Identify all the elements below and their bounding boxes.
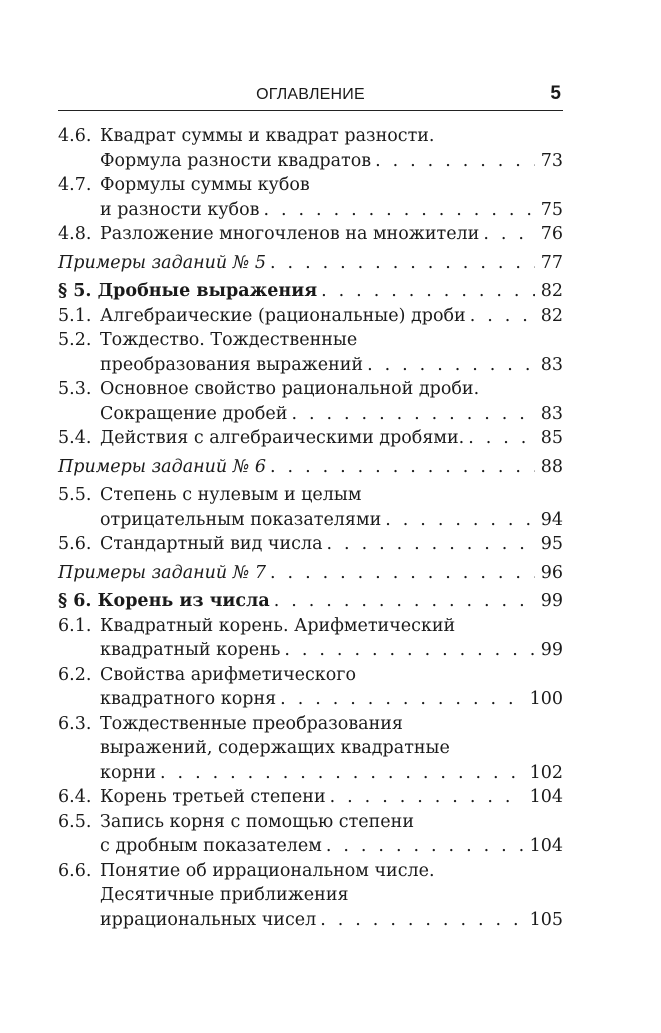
entry-page: 83	[540, 403, 563, 424]
section-title: § 6. Корень из числа	[58, 591, 270, 611]
entry-title-line: Степень с нулевым и целым	[100, 485, 362, 505]
toc-entry-4-8	[58, 222, 563, 247]
header-title: ОГЛАВЛЕНИЕ	[256, 86, 365, 103]
entry-page: 82	[540, 305, 563, 326]
toc-entry-4-7	[58, 173, 563, 222]
entry-page: 88	[540, 456, 563, 477]
dot-leader	[323, 532, 535, 557]
toc-entry-6-1	[58, 614, 563, 663]
entry-title-line: Действия с алгебраическими дробями.	[100, 428, 465, 448]
entry-title-line: Квадратный корень. Арифметический	[100, 615, 456, 636]
entry-title-line: Запись корня с помощью степени	[100, 811, 414, 832]
dot-leader	[363, 353, 535, 378]
entry-number: 5.4.	[58, 428, 92, 448]
section-title: § 5. Дробные выражения	[58, 281, 318, 301]
entry-page: 83	[540, 354, 563, 375]
entry-page: 104	[529, 836, 563, 856]
toc-entry-6-4	[58, 785, 563, 810]
toc-section-5	[58, 279, 563, 304]
entry-number: 5.2.	[58, 330, 92, 350]
entry-page: 85	[540, 428, 563, 448]
toc-entry-5-4	[58, 426, 563, 451]
entry-page: 73	[540, 150, 563, 171]
entry-title-line: Корень третьей степени	[100, 787, 326, 807]
entry-title-line: Формулы суммы кубов	[100, 175, 310, 195]
entry-title-line: Примеры заданий № 6	[58, 456, 267, 477]
entry-number: 6.1.	[58, 615, 92, 636]
entry-page: 99	[540, 640, 563, 660]
dot-leader	[466, 304, 535, 329]
dot-leader	[287, 402, 534, 427]
entry-number: 5.6.	[58, 534, 92, 554]
entry-title-line: Алгебраические (рациональные) дроби	[100, 305, 466, 326]
entry-title-line: Десятичные приближения	[100, 885, 349, 905]
entry-page: 95	[540, 534, 563, 554]
entry-page: 100	[529, 689, 563, 709]
entry-number: 4.7.	[58, 175, 92, 195]
toc-entry-5-5	[58, 483, 563, 532]
dot-leader	[316, 908, 523, 933]
dot-leader	[381, 508, 534, 533]
toc-entry-5-1	[58, 304, 563, 329]
entry-page: 76	[540, 224, 563, 244]
toc-entry-4-6	[58, 124, 563, 173]
table-of-contents	[58, 124, 563, 932]
entry-page: 94	[540, 509, 563, 530]
entry-title-line: и разности кубов	[100, 199, 260, 220]
entry-number: 6.3.	[58, 713, 92, 734]
entry-title-line: Квадрат суммы и квадрат разности.	[100, 126, 435, 146]
entry-title-line: квадратный корень	[100, 640, 281, 660]
dot-leader	[322, 834, 524, 859]
dot-leader	[479, 222, 534, 247]
entry-number: 6.5.	[58, 811, 92, 832]
entry-number: 5.1.	[58, 305, 92, 326]
toc-entry-examples-6	[58, 455, 563, 480]
entry-page: 75	[540, 199, 563, 220]
entry-number: 4.6.	[58, 126, 92, 146]
entry-page: 77	[540, 252, 563, 273]
entry-title-line: Тождество. Тождественные	[100, 330, 358, 350]
entry-page: 99	[540, 591, 563, 611]
entry-title-line: преобразования выражений	[100, 354, 364, 375]
toc-entry-examples-5	[58, 251, 563, 276]
toc-entry-6-6	[58, 859, 563, 933]
entry-title-line: квадратного корня	[100, 689, 277, 709]
entry-title-line: Стандартный вид числа	[100, 534, 323, 554]
dot-leader	[371, 149, 535, 174]
entry-title-line: Разложение многочленов на множители	[100, 224, 480, 244]
running-header	[58, 83, 563, 111]
dot-leader	[276, 687, 523, 712]
entry-page: 82	[540, 281, 563, 301]
entry-title-line: Примеры заданий № 7	[58, 562, 267, 583]
dot-leader	[280, 638, 534, 663]
entry-number: 6.6.	[58, 860, 92, 881]
dot-leader	[326, 785, 524, 810]
dot-leader	[156, 761, 524, 786]
toc-entry-5-6	[58, 532, 563, 557]
dot-leader	[317, 279, 535, 304]
entry-title-line: с дробным показателем	[100, 836, 322, 856]
entry-number: 6.2.	[58, 664, 92, 685]
entry-title-line: выражений, содержащих квадратные	[100, 738, 450, 758]
toc-entry-6-2	[58, 663, 563, 712]
dot-leader	[464, 426, 535, 451]
entry-number: 5.5.	[58, 485, 92, 505]
entry-number: 5.3.	[58, 379, 92, 399]
toc-entry-6-3	[58, 712, 563, 786]
dot-leader	[266, 455, 535, 480]
entry-title-line: корни	[100, 762, 157, 783]
entry-page: 102	[529, 762, 563, 783]
entry-page: 105	[529, 909, 563, 930]
entry-title-line: Примеры заданий № 5	[58, 252, 267, 273]
entry-page: 96	[540, 562, 563, 583]
header-page-number: 5	[550, 83, 561, 104]
entry-title-line: Свойства арифметического	[100, 664, 356, 685]
toc-section-6	[58, 589, 563, 614]
entry-title-line: Тождественные преобразования	[100, 713, 403, 734]
entry-title-line: отрицательным показателями	[100, 509, 382, 530]
entry-number: 4.8.	[58, 224, 92, 244]
toc-entry-5-2	[58, 328, 563, 377]
dot-leader	[266, 251, 535, 276]
entry-title-line: Понятие об иррациональном числе.	[100, 860, 435, 881]
entry-page: 104	[529, 787, 563, 807]
entry-number: 6.4.	[58, 787, 92, 807]
entry-title-line: Основное свойство рациональной дроби.	[100, 379, 480, 399]
dot-leader	[266, 561, 535, 586]
dot-leader	[259, 198, 534, 223]
entry-title-line: иррациональных чисел	[100, 909, 317, 930]
toc-entry-6-5	[58, 810, 563, 859]
toc-entry-examples-7	[58, 561, 563, 586]
dot-leader	[270, 589, 535, 614]
entry-title-line: Формула разности квадратов	[100, 150, 372, 171]
toc-entry-5-3	[58, 377, 563, 426]
entry-title-line: Сокращение дробей	[100, 403, 288, 424]
